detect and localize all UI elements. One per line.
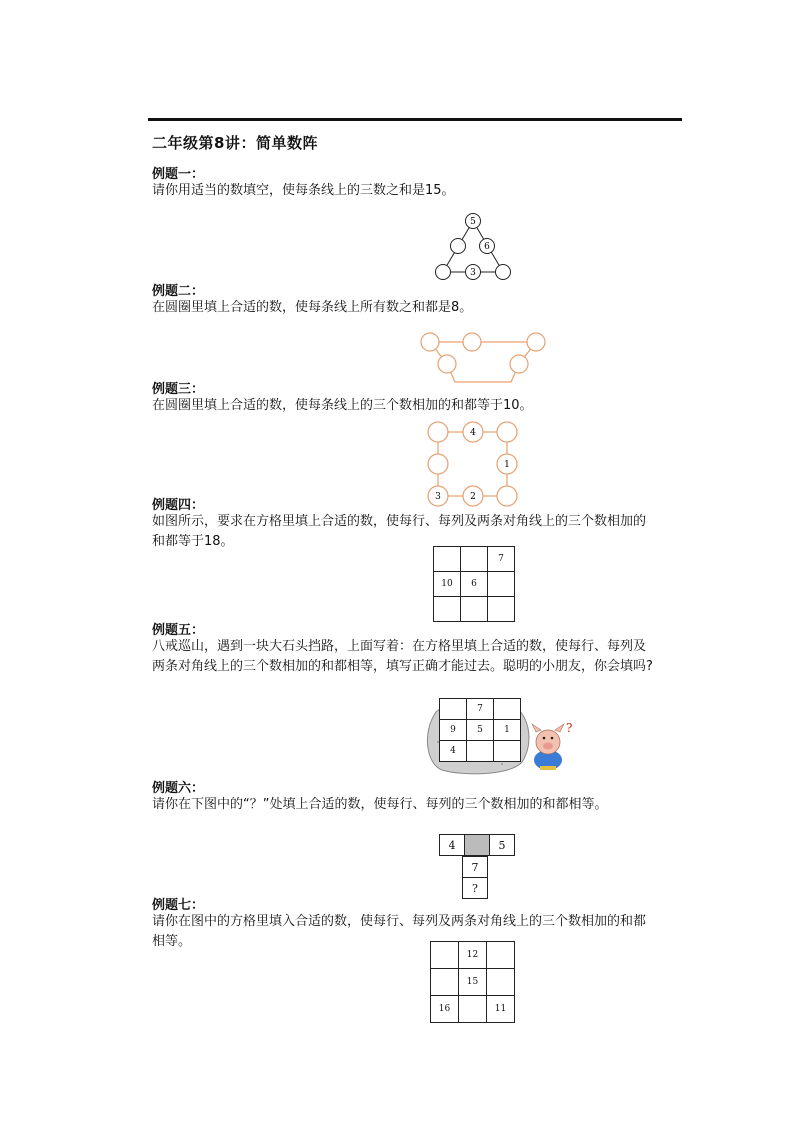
cell: 5	[490, 835, 515, 856]
square-ring-diagram	[426, 420, 522, 512]
circle-tr	[497, 422, 517, 442]
magic-square-7	[430, 941, 515, 1023]
example-2-heading: 例题二：	[152, 284, 205, 299]
magic-square-4	[433, 546, 515, 622]
cell: 5	[467, 720, 494, 741]
circle-mid-left	[438, 355, 456, 373]
pig-character-icon	[526, 720, 576, 772]
example-7-text-line2: 相等。	[152, 934, 192, 949]
example-3-heading: 例题三：	[152, 382, 205, 397]
cell: 15	[459, 969, 487, 996]
example-5-heading: 例题五：	[152, 623, 205, 638]
question-mark: ?	[566, 721, 573, 735]
cell: 9	[440, 720, 467, 741]
example-7-text-line1: 请你在图中的方格里填入合适的数，使每行、每列及两条对角线上的三个数相加的和都	[152, 914, 647, 929]
example-1-heading: 例题一：	[152, 167, 205, 182]
cell	[461, 547, 488, 572]
circle-mid-right	[510, 355, 528, 373]
example-3-text: 在圆圈里填上合适的数，使每条线上的三个数相加的和都等于10。	[152, 398, 533, 413]
cell: 4	[440, 835, 465, 856]
cell	[459, 996, 487, 1023]
example-6-text: 请你在下图中的“？”处填上合适的数，使每行、每列的三个数相加的和都相等。	[152, 797, 608, 812]
example-1-text: 请你用适当的数填空，使每条线上的三数之和是15。	[152, 183, 455, 198]
example-6-heading: 例题六：	[152, 781, 205, 796]
label-3: 3	[470, 268, 476, 278]
label-5: 5	[470, 217, 476, 227]
label-1: 1	[504, 460, 510, 470]
cell	[431, 942, 459, 969]
cell	[488, 572, 515, 597]
cell: 4	[440, 741, 467, 762]
circle-tl	[428, 422, 448, 442]
example-7-heading: 例题七：	[152, 898, 205, 913]
example-4-text-line1: 如图所示，要求在方格里填上合适的数，使每行、每列及两条对角线上的三个数相加的	[152, 514, 647, 529]
example-4-text-line2: 和都等于18。	[152, 534, 234, 549]
cell	[494, 699, 521, 720]
label-4: 4	[470, 428, 476, 438]
label-6: 6	[484, 242, 490, 252]
cell: 7	[488, 547, 515, 572]
page-title: 二年级第8讲：简单数阵	[152, 134, 318, 152]
triangle-diagram	[430, 207, 520, 287]
shaded-cell	[465, 835, 490, 856]
example-2-text: 在圆圈里填上合适的数，使每条线上所有数之和都是8。	[152, 300, 473, 315]
cell: 10	[434, 572, 461, 597]
cell	[467, 741, 494, 762]
circle-top-left	[421, 333, 439, 351]
cell	[488, 597, 515, 622]
cell: 16	[431, 996, 459, 1023]
cell: ?	[463, 878, 488, 899]
top-rule	[148, 118, 682, 121]
circle-bottom-right	[496, 265, 511, 280]
cell: 12	[459, 942, 487, 969]
example-5-text-line1: 八戒巡山，遇到一块大石头挡路，上面写着：在方格里填上合适的数，使每行、每列及	[152, 639, 647, 654]
cell: 6	[461, 572, 488, 597]
circle-top-right	[527, 333, 545, 351]
circle-top-center	[463, 333, 481, 351]
cell	[431, 969, 459, 996]
label-2: 2	[470, 492, 476, 502]
circle-bottom-left	[436, 265, 451, 280]
cell	[461, 597, 488, 622]
cross-grid-top-row	[439, 834, 515, 856]
magic-square-5	[439, 698, 521, 762]
label-3: 3	[435, 492, 441, 502]
cell: 7	[467, 699, 494, 720]
cell: 11	[487, 996, 515, 1023]
example-4-heading: 例题四：	[152, 498, 205, 513]
cell	[487, 942, 515, 969]
example-5-text-line2: 两条对角线上的三个数相加的和都相等，填写正确才能过去。聪明的小朋友，你会填吗?	[152, 659, 653, 674]
circle-left-mid	[451, 239, 466, 254]
cell	[494, 741, 521, 762]
circle-ml	[428, 454, 448, 474]
cross-grid-column	[462, 856, 488, 899]
cell: 7	[463, 857, 488, 878]
cell	[434, 547, 461, 572]
cell	[440, 699, 467, 720]
cell	[487, 969, 515, 996]
cell: 1	[494, 720, 521, 741]
cell	[434, 597, 461, 622]
trapezoid-diagram	[413, 330, 553, 386]
circle-br	[497, 486, 517, 506]
